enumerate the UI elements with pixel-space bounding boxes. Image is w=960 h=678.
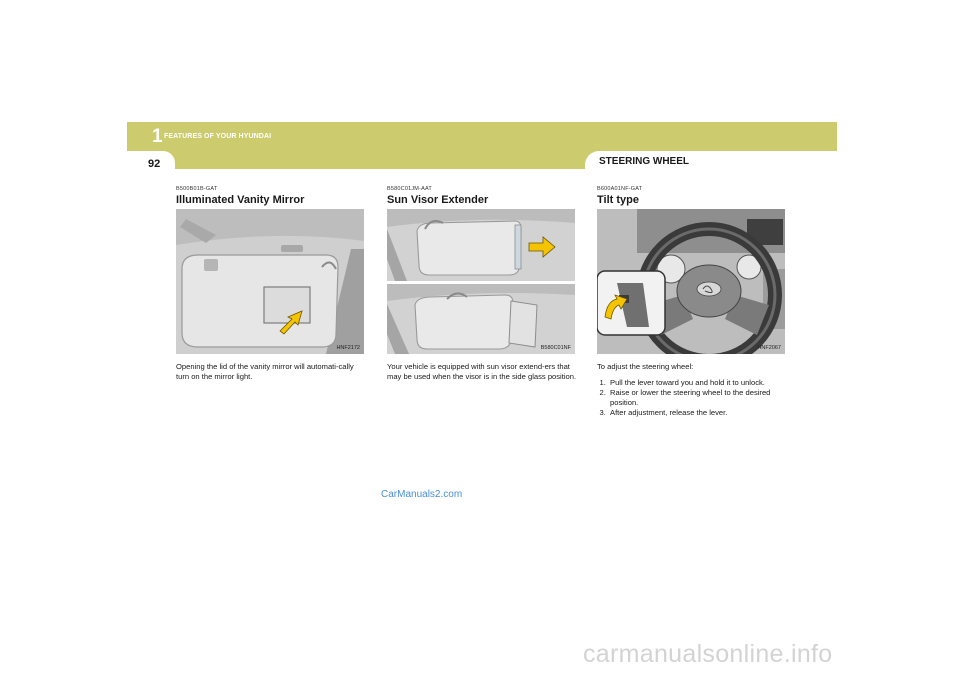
sun-visor-illustration xyxy=(387,209,575,354)
section-body: To adjust the steering wheel: xyxy=(597,362,694,371)
step-item: 1. Pull the lever toward you and hold it to unlock. xyxy=(608,378,787,388)
section-body: Your vehicle is equipped with sun visor extend-ers that may be used when the visor is in the side glass position. xyxy=(387,362,577,381)
tilt-steering-section xyxy=(597,186,787,418)
step-item: 3. After adjustment, release the lever. xyxy=(608,408,787,418)
sun-visor-figure xyxy=(387,209,575,354)
steering-wheel-figure xyxy=(597,209,785,354)
steering-wheel-illustration xyxy=(597,209,785,354)
sun-visor-section xyxy=(387,186,577,382)
steps-list xyxy=(597,378,787,418)
chapter-title: FEATURES OF YOUR HYUNDAI xyxy=(164,133,272,140)
section-title: STEERING WHEEL xyxy=(599,156,690,167)
page-number: 92 xyxy=(148,158,161,170)
section-code: B600A01NF-GAT xyxy=(597,186,643,192)
figure-label: HNF2067 xyxy=(757,345,781,351)
figure-label: HNF2172 xyxy=(336,345,360,351)
vanity-mirror-section xyxy=(176,186,366,382)
section-heading: Sun Visor Extender xyxy=(387,194,489,206)
vanity-mirror-figure xyxy=(176,209,364,354)
section-heading: Tilt type xyxy=(597,194,639,206)
section-heading: Illuminated Vanity Mirror xyxy=(176,194,305,206)
section-code: B500B01B-GAT xyxy=(176,186,218,192)
step-item: 2. Raise or lower the steering wheel to the desired position. xyxy=(608,388,787,408)
footer-watermark: carmanualsonline.info xyxy=(583,640,833,668)
chapter-number: 1 xyxy=(152,126,163,147)
section-code: B580C01JM-AAT xyxy=(387,186,432,192)
section-body: Opening the lid of the vanity mirror will automati-cally turn on the mirror light. xyxy=(176,362,354,381)
watermark-link[interactable]: CarManuals2.com xyxy=(381,489,463,500)
vanity-mirror-illustration xyxy=(176,209,364,354)
figure-label: B580C01NF xyxy=(540,345,571,351)
